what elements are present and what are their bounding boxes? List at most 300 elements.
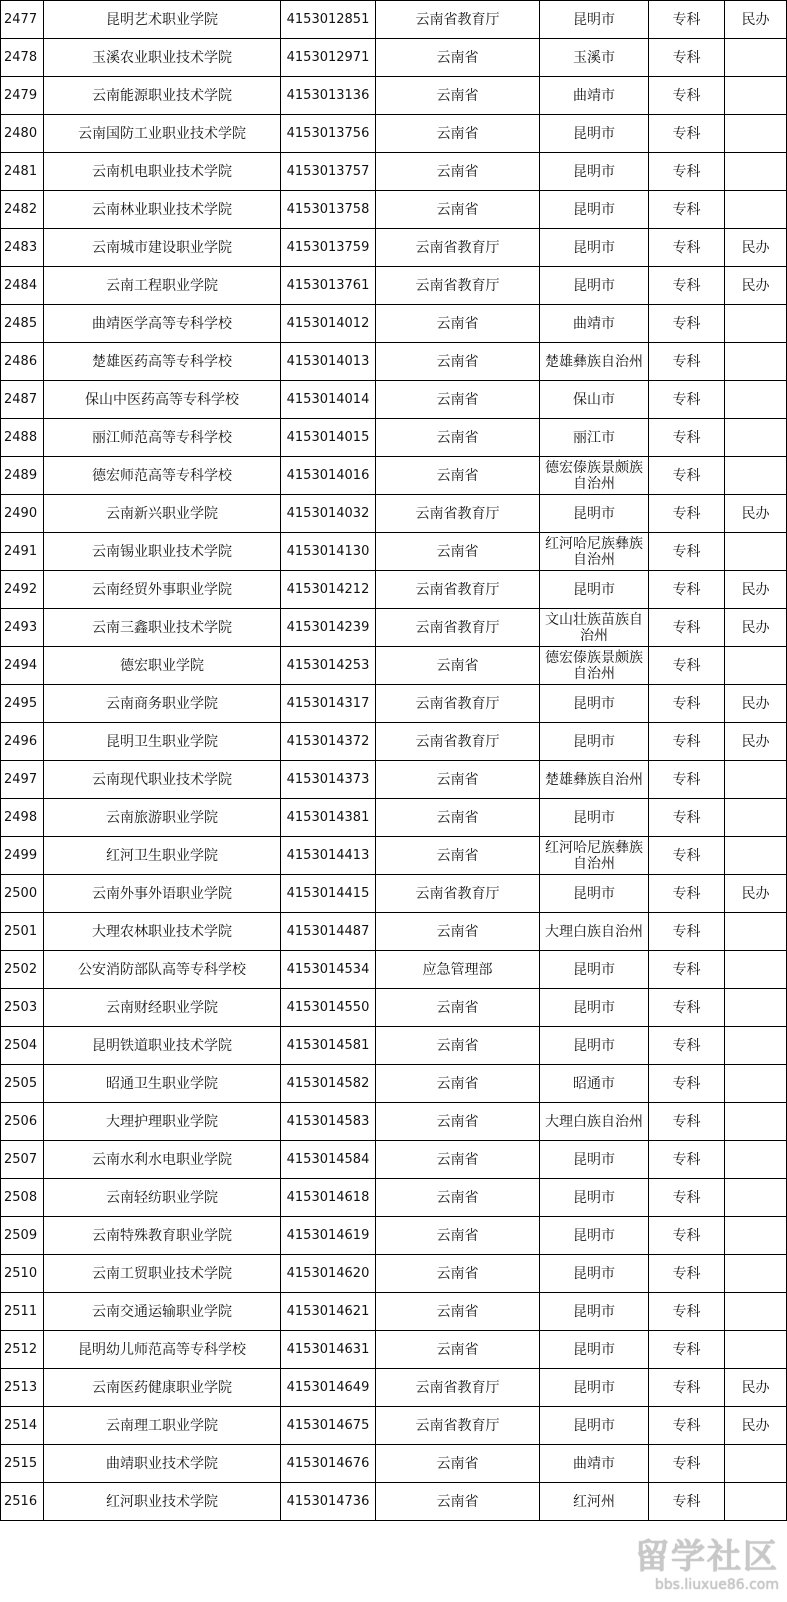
level-cell: 专科 bbox=[649, 39, 725, 77]
table-row bbox=[1, 1217, 787, 1255]
school-name-cell: 云南水利水电职业学院 bbox=[44, 1141, 281, 1179]
row-number-cell: 2489 bbox=[1, 457, 44, 495]
row-number-cell: 2493 bbox=[1, 609, 44, 647]
table-row bbox=[1, 115, 787, 153]
row-number-cell: 2511 bbox=[1, 1293, 44, 1331]
authority-cell: 云南省 bbox=[376, 799, 540, 837]
school-code-cell: 4153014012 bbox=[281, 305, 376, 343]
level-cell: 专科 bbox=[649, 533, 725, 571]
school-name-cell: 大理农林职业技术学院 bbox=[44, 913, 281, 951]
remark-cell bbox=[725, 381, 787, 419]
authority-cell: 云南省 bbox=[376, 1445, 540, 1483]
school-code-cell: 4153014583 bbox=[281, 1103, 376, 1141]
remark-cell: 民办 bbox=[725, 571, 787, 609]
table-row bbox=[1, 1103, 787, 1141]
table-row bbox=[1, 989, 787, 1027]
location-cell: 昆明市 bbox=[540, 229, 649, 267]
school-code-cell: 4153014619 bbox=[281, 1217, 376, 1255]
remark-cell bbox=[725, 1065, 787, 1103]
location-cell: 昆明市 bbox=[540, 1293, 649, 1331]
table-row bbox=[1, 685, 787, 723]
location-cell: 昆明市 bbox=[540, 1141, 649, 1179]
school-name-cell: 昭通卫生职业学院 bbox=[44, 1065, 281, 1103]
school-code-cell: 4153013757 bbox=[281, 153, 376, 191]
school-code-cell: 4153014253 bbox=[281, 647, 376, 685]
table-row bbox=[1, 1407, 787, 1445]
school-code-cell: 4153013759 bbox=[281, 229, 376, 267]
row-number-cell: 2500 bbox=[1, 875, 44, 913]
authority-cell: 云南省教育厅 bbox=[376, 609, 540, 647]
school-name-cell: 云南特殊教育职业学院 bbox=[44, 1217, 281, 1255]
row-number-cell: 2490 bbox=[1, 495, 44, 533]
remark-cell bbox=[725, 913, 787, 951]
level-cell: 专科 bbox=[649, 723, 725, 761]
authority-cell: 云南省 bbox=[376, 305, 540, 343]
school-name-cell: 云南外事外语职业学院 bbox=[44, 875, 281, 913]
remark-cell bbox=[725, 1179, 787, 1217]
school-name-cell: 云南林业职业技术学院 bbox=[44, 191, 281, 229]
table-row bbox=[1, 343, 787, 381]
school-code-cell: 4153014649 bbox=[281, 1369, 376, 1407]
level-cell: 专科 bbox=[649, 685, 725, 723]
location-cell: 楚雄彝族自治州 bbox=[540, 761, 649, 799]
location-cell: 昆明市 bbox=[540, 951, 649, 989]
school-name-cell: 曲靖职业技术学院 bbox=[44, 1445, 281, 1483]
location-cell: 昆明市 bbox=[540, 723, 649, 761]
authority-cell: 云南省 bbox=[376, 39, 540, 77]
authority-cell: 云南省教育厅 bbox=[376, 267, 540, 305]
level-cell: 专科 bbox=[649, 1027, 725, 1065]
table-row bbox=[1, 1293, 787, 1331]
authority-cell: 云南省 bbox=[376, 115, 540, 153]
row-number-cell: 2501 bbox=[1, 913, 44, 951]
row-number-cell: 2485 bbox=[1, 305, 44, 343]
authority-cell: 云南省 bbox=[376, 77, 540, 115]
school-code-cell: 4153014676 bbox=[281, 1445, 376, 1483]
table-row bbox=[1, 875, 787, 913]
school-code-cell: 4153014013 bbox=[281, 343, 376, 381]
authority-cell: 云南省 bbox=[376, 913, 540, 951]
row-number-cell: 2510 bbox=[1, 1255, 44, 1293]
authority-cell: 云南省 bbox=[376, 1141, 540, 1179]
table-row bbox=[1, 1027, 787, 1065]
school-code-cell: 4153014317 bbox=[281, 685, 376, 723]
table-row bbox=[1, 1255, 787, 1293]
level-cell: 专科 bbox=[649, 1103, 725, 1141]
table-row bbox=[1, 153, 787, 191]
level-cell: 专科 bbox=[649, 799, 725, 837]
school-name-cell: 云南经贸外事职业学院 bbox=[44, 571, 281, 609]
authority-cell: 云南省 bbox=[376, 1293, 540, 1331]
row-number-cell: 2507 bbox=[1, 1141, 44, 1179]
authority-cell: 云南省 bbox=[376, 153, 540, 191]
row-number-cell: 2506 bbox=[1, 1103, 44, 1141]
row-number-cell: 2492 bbox=[1, 571, 44, 609]
remark-cell bbox=[725, 1103, 787, 1141]
school-name-cell: 昆明卫生职业学院 bbox=[44, 723, 281, 761]
school-name-cell: 云南现代职业技术学院 bbox=[44, 761, 281, 799]
school-code-cell: 4153014130 bbox=[281, 533, 376, 571]
school-code-cell: 4153014239 bbox=[281, 609, 376, 647]
level-cell: 专科 bbox=[649, 267, 725, 305]
row-number-cell: 2496 bbox=[1, 723, 44, 761]
row-number-cell: 2487 bbox=[1, 381, 44, 419]
remark-cell bbox=[725, 305, 787, 343]
location-cell: 昆明市 bbox=[540, 115, 649, 153]
level-cell: 专科 bbox=[649, 1141, 725, 1179]
location-cell: 曲靖市 bbox=[540, 77, 649, 115]
level-cell: 专科 bbox=[649, 647, 725, 685]
school-name-cell: 云南商务职业学院 bbox=[44, 685, 281, 723]
watermark bbox=[635, 1538, 779, 1594]
school-name-cell: 云南理工职业学院 bbox=[44, 1407, 281, 1445]
location-cell: 昆明市 bbox=[540, 1217, 649, 1255]
remark-cell bbox=[725, 1445, 787, 1483]
school-name-cell: 云南新兴职业学院 bbox=[44, 495, 281, 533]
table-row bbox=[1, 723, 787, 761]
remark-cell bbox=[725, 39, 787, 77]
location-cell: 丽江市 bbox=[540, 419, 649, 457]
authority-cell: 云南省 bbox=[376, 989, 540, 1027]
remark-cell: 民办 bbox=[725, 267, 787, 305]
level-cell: 专科 bbox=[649, 115, 725, 153]
remark-cell: 民办 bbox=[725, 685, 787, 723]
remark-cell bbox=[725, 1255, 787, 1293]
authority-cell: 云南省 bbox=[376, 533, 540, 571]
location-cell: 昆明市 bbox=[540, 1331, 649, 1369]
authority-cell: 云南省教育厅 bbox=[376, 875, 540, 913]
level-cell: 专科 bbox=[649, 495, 725, 533]
table-row bbox=[1, 1141, 787, 1179]
remark-cell bbox=[725, 191, 787, 229]
remark-cell bbox=[725, 153, 787, 191]
row-number-cell: 2504 bbox=[1, 1027, 44, 1065]
school-name-cell: 云南医药健康职业学院 bbox=[44, 1369, 281, 1407]
row-number-cell: 2495 bbox=[1, 685, 44, 723]
authority-cell: 云南省 bbox=[376, 1255, 540, 1293]
authority-cell: 云南省 bbox=[376, 381, 540, 419]
level-cell: 专科 bbox=[649, 1293, 725, 1331]
location-cell: 德宏傣族景颇族自治州 bbox=[540, 457, 649, 495]
school-name-cell: 云南锡业职业技术学院 bbox=[44, 533, 281, 571]
authority-cell: 云南省 bbox=[376, 191, 540, 229]
level-cell: 专科 bbox=[649, 419, 725, 457]
authority-cell: 云南省 bbox=[376, 1217, 540, 1255]
row-number-cell: 2513 bbox=[1, 1369, 44, 1407]
school-code-cell: 4153014415 bbox=[281, 875, 376, 913]
level-cell: 专科 bbox=[649, 837, 725, 875]
location-cell: 大理白族自治州 bbox=[540, 1103, 649, 1141]
authority-cell: 云南省教育厅 bbox=[376, 723, 540, 761]
remark-cell bbox=[725, 837, 787, 875]
school-code-cell: 4153014550 bbox=[281, 989, 376, 1027]
remark-cell bbox=[725, 419, 787, 457]
table-row bbox=[1, 1369, 787, 1407]
authority-cell: 云南省教育厅 bbox=[376, 571, 540, 609]
row-number-cell: 2481 bbox=[1, 153, 44, 191]
school-name-cell: 云南城市建设职业学院 bbox=[44, 229, 281, 267]
level-cell: 专科 bbox=[649, 457, 725, 495]
school-code-cell: 4153014014 bbox=[281, 381, 376, 419]
school-name-cell: 红河卫生职业学院 bbox=[44, 837, 281, 875]
remark-cell bbox=[725, 457, 787, 495]
row-number-cell: 2505 bbox=[1, 1065, 44, 1103]
remark-cell bbox=[725, 533, 787, 571]
school-name-cell: 云南交通运输职业学院 bbox=[44, 1293, 281, 1331]
school-name-cell: 云南三鑫职业技术学院 bbox=[44, 609, 281, 647]
table-row bbox=[1, 647, 787, 685]
table-row bbox=[1, 495, 787, 533]
table-row bbox=[1, 191, 787, 229]
school-code-cell: 4153014372 bbox=[281, 723, 376, 761]
authority-cell: 云南省教育厅 bbox=[376, 1, 540, 39]
row-number-cell: 2494 bbox=[1, 647, 44, 685]
authority-cell: 云南省 bbox=[376, 1331, 540, 1369]
school-name-cell: 云南工贸职业技术学院 bbox=[44, 1255, 281, 1293]
row-number-cell: 2480 bbox=[1, 115, 44, 153]
school-code-cell: 4153014582 bbox=[281, 1065, 376, 1103]
school-name-cell: 丽江师范高等专科学校 bbox=[44, 419, 281, 457]
authority-cell: 云南省 bbox=[376, 457, 540, 495]
authority-cell: 云南省教育厅 bbox=[376, 1369, 540, 1407]
school-code-cell: 4153013756 bbox=[281, 115, 376, 153]
school-code-cell: 4153014736 bbox=[281, 1483, 376, 1521]
authority-cell: 云南省 bbox=[376, 1103, 540, 1141]
school-code-cell: 4153013761 bbox=[281, 267, 376, 305]
school-code-cell: 4153013758 bbox=[281, 191, 376, 229]
row-number-cell: 2497 bbox=[1, 761, 44, 799]
location-cell: 保山市 bbox=[540, 381, 649, 419]
level-cell: 专科 bbox=[649, 989, 725, 1027]
table-row bbox=[1, 571, 787, 609]
location-cell: 昆明市 bbox=[540, 191, 649, 229]
level-cell: 专科 bbox=[649, 1065, 725, 1103]
remark-cell bbox=[725, 799, 787, 837]
remark-cell: 民办 bbox=[725, 229, 787, 267]
row-number-cell: 2516 bbox=[1, 1483, 44, 1521]
location-cell: 昭通市 bbox=[540, 1065, 649, 1103]
level-cell: 专科 bbox=[649, 1331, 725, 1369]
remark-cell: 民办 bbox=[725, 723, 787, 761]
authority-cell: 云南省 bbox=[376, 1027, 540, 1065]
location-cell: 文山壮族苗族自治州 bbox=[540, 609, 649, 647]
location-cell: 曲靖市 bbox=[540, 305, 649, 343]
remark-cell bbox=[725, 1483, 787, 1521]
location-cell: 昆明市 bbox=[540, 1, 649, 39]
remark-cell bbox=[725, 1027, 787, 1065]
remark-cell bbox=[725, 77, 787, 115]
school-name-cell: 楚雄医药高等专科学校 bbox=[44, 343, 281, 381]
remark-cell bbox=[725, 761, 787, 799]
table-row bbox=[1, 609, 787, 647]
location-cell: 昆明市 bbox=[540, 875, 649, 913]
remark-cell bbox=[725, 115, 787, 153]
level-cell: 专科 bbox=[649, 381, 725, 419]
remark-cell: 民办 bbox=[725, 875, 787, 913]
location-cell: 昆明市 bbox=[540, 685, 649, 723]
level-cell: 专科 bbox=[649, 913, 725, 951]
school-code-cell: 4153012971 bbox=[281, 39, 376, 77]
location-cell: 昆明市 bbox=[540, 1179, 649, 1217]
school-code-cell: 4153014534 bbox=[281, 951, 376, 989]
authority-cell: 云南省 bbox=[376, 1179, 540, 1217]
remark-cell: 民办 bbox=[725, 1, 787, 39]
school-name-cell: 昆明艺术职业学院 bbox=[44, 1, 281, 39]
level-cell: 专科 bbox=[649, 305, 725, 343]
school-code-cell: 4153014016 bbox=[281, 457, 376, 495]
watermark-title: 留学社区 bbox=[635, 1537, 779, 1577]
location-cell: 曲靖市 bbox=[540, 1445, 649, 1483]
row-number-cell: 2499 bbox=[1, 837, 44, 875]
level-cell: 专科 bbox=[649, 191, 725, 229]
level-cell: 专科 bbox=[649, 1179, 725, 1217]
row-number-cell: 2484 bbox=[1, 267, 44, 305]
school-name-cell: 云南旅游职业学院 bbox=[44, 799, 281, 837]
table-body bbox=[1, 1, 787, 1521]
row-number-cell: 2478 bbox=[1, 39, 44, 77]
level-cell: 专科 bbox=[649, 153, 725, 191]
row-number-cell: 2502 bbox=[1, 951, 44, 989]
school-code-cell: 4153014620 bbox=[281, 1255, 376, 1293]
school-name-cell: 昆明铁道职业技术学院 bbox=[44, 1027, 281, 1065]
table-row bbox=[1, 77, 787, 115]
school-name-cell: 云南工程职业学院 bbox=[44, 267, 281, 305]
school-code-cell: 4153014487 bbox=[281, 913, 376, 951]
authority-cell: 云南省 bbox=[376, 419, 540, 457]
location-cell: 昆明市 bbox=[540, 1407, 649, 1445]
location-cell: 楚雄彝族自治州 bbox=[540, 343, 649, 381]
school-name-cell: 云南财经职业学院 bbox=[44, 989, 281, 1027]
level-cell: 专科 bbox=[649, 951, 725, 989]
authority-cell: 云南省 bbox=[376, 1065, 540, 1103]
remark-cell bbox=[725, 1141, 787, 1179]
table-row bbox=[1, 951, 787, 989]
authority-cell: 云南省教育厅 bbox=[376, 229, 540, 267]
row-number-cell: 2482 bbox=[1, 191, 44, 229]
school-name-cell: 保山中医药高等专科学校 bbox=[44, 381, 281, 419]
school-code-cell: 4153014618 bbox=[281, 1179, 376, 1217]
level-cell: 专科 bbox=[649, 875, 725, 913]
level-cell: 专科 bbox=[649, 571, 725, 609]
school-code-cell: 4153014212 bbox=[281, 571, 376, 609]
table-row bbox=[1, 305, 787, 343]
level-cell: 专科 bbox=[649, 609, 725, 647]
table-row bbox=[1, 1445, 787, 1483]
table-row bbox=[1, 761, 787, 799]
table-row bbox=[1, 799, 787, 837]
school-name-cell: 德宏职业学院 bbox=[44, 647, 281, 685]
remark-cell bbox=[725, 951, 787, 989]
authority-cell: 云南省 bbox=[376, 343, 540, 381]
level-cell: 专科 bbox=[649, 761, 725, 799]
school-code-cell: 4153014621 bbox=[281, 1293, 376, 1331]
authority-cell: 云南省 bbox=[376, 761, 540, 799]
authority-cell: 云南省教育厅 bbox=[376, 1407, 540, 1445]
row-number-cell: 2514 bbox=[1, 1407, 44, 1445]
authority-cell: 云南省教育厅 bbox=[376, 685, 540, 723]
school-code-cell: 4153014631 bbox=[281, 1331, 376, 1369]
row-number-cell: 2498 bbox=[1, 799, 44, 837]
level-cell: 专科 bbox=[649, 1483, 725, 1521]
table-row bbox=[1, 39, 787, 77]
school-name-cell: 曲靖医学高等专科学校 bbox=[44, 305, 281, 343]
table-row bbox=[1, 837, 787, 875]
school-code-cell: 4153014584 bbox=[281, 1141, 376, 1179]
table-row bbox=[1, 1483, 787, 1521]
school-name-cell: 大理护理职业学院 bbox=[44, 1103, 281, 1141]
table-row bbox=[1, 1, 787, 39]
location-cell: 昆明市 bbox=[540, 571, 649, 609]
location-cell: 德宏傣族景颇族自治州 bbox=[540, 647, 649, 685]
remark-cell: 民办 bbox=[725, 609, 787, 647]
level-cell: 专科 bbox=[649, 1255, 725, 1293]
remark-cell bbox=[725, 989, 787, 1027]
row-number-cell: 2491 bbox=[1, 533, 44, 571]
authority-cell: 应急管理部 bbox=[376, 951, 540, 989]
school-code-cell: 4153014581 bbox=[281, 1027, 376, 1065]
school-code-cell: 4153014032 bbox=[281, 495, 376, 533]
row-number-cell: 2483 bbox=[1, 229, 44, 267]
location-cell: 昆明市 bbox=[540, 267, 649, 305]
school-name-cell: 云南轻纺职业学院 bbox=[44, 1179, 281, 1217]
row-number-cell: 2479 bbox=[1, 77, 44, 115]
location-cell: 昆明市 bbox=[540, 1369, 649, 1407]
location-cell: 玉溪市 bbox=[540, 39, 649, 77]
table-row bbox=[1, 457, 787, 495]
remark-cell bbox=[725, 1217, 787, 1255]
row-number-cell: 2477 bbox=[1, 1, 44, 39]
table-row bbox=[1, 913, 787, 951]
location-cell: 大理白族自治州 bbox=[540, 913, 649, 951]
school-name-cell: 云南机电职业技术学院 bbox=[44, 153, 281, 191]
remark-cell bbox=[725, 1293, 787, 1331]
location-cell: 昆明市 bbox=[540, 495, 649, 533]
remark-cell bbox=[725, 647, 787, 685]
table-row bbox=[1, 1331, 787, 1369]
level-cell: 专科 bbox=[649, 343, 725, 381]
table-row bbox=[1, 1065, 787, 1103]
level-cell: 专科 bbox=[649, 1, 725, 39]
school-name-cell: 公安消防部队高等专科学校 bbox=[44, 951, 281, 989]
location-cell: 昆明市 bbox=[540, 153, 649, 191]
table-row bbox=[1, 229, 787, 267]
table-row bbox=[1, 381, 787, 419]
school-name-cell: 云南能源职业技术学院 bbox=[44, 77, 281, 115]
location-cell: 红河州 bbox=[540, 1483, 649, 1521]
remark-cell bbox=[725, 343, 787, 381]
remark-cell bbox=[725, 1331, 787, 1369]
table-row bbox=[1, 419, 787, 457]
location-cell: 昆明市 bbox=[540, 799, 649, 837]
school-name-cell: 玉溪农业职业技术学院 bbox=[44, 39, 281, 77]
school-name-cell: 云南国防工业职业技术学院 bbox=[44, 115, 281, 153]
school-code-cell: 4153013136 bbox=[281, 77, 376, 115]
school-code-cell: 4153014675 bbox=[281, 1407, 376, 1445]
school-code-cell: 4153014413 bbox=[281, 837, 376, 875]
location-cell: 昆明市 bbox=[540, 1027, 649, 1065]
location-cell: 红河哈尼族彝族自治州 bbox=[540, 837, 649, 875]
table-row bbox=[1, 1179, 787, 1217]
school-code-cell: 4153014381 bbox=[281, 799, 376, 837]
school-name-cell: 德宏师范高等专科学校 bbox=[44, 457, 281, 495]
authority-cell: 云南省 bbox=[376, 837, 540, 875]
location-cell: 昆明市 bbox=[540, 989, 649, 1027]
row-number-cell: 2515 bbox=[1, 1445, 44, 1483]
row-number-cell: 2503 bbox=[1, 989, 44, 1027]
level-cell: 专科 bbox=[649, 229, 725, 267]
row-number-cell: 2509 bbox=[1, 1217, 44, 1255]
level-cell: 专科 bbox=[649, 1217, 725, 1255]
